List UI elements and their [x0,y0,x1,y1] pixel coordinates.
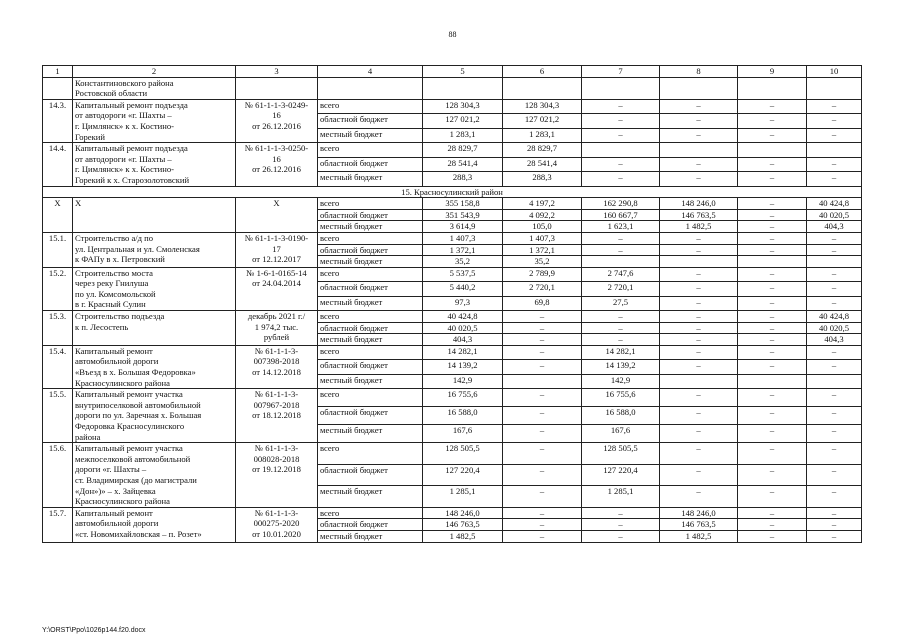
funding-source-label: областной бюджет [318,464,423,486]
amount-cell: 128 304,3 [503,99,582,113]
amount-cell [807,256,862,268]
amount-cell: 28 541,4 [423,157,503,171]
amount-cell: 1 623,1 [582,221,660,233]
row-document-cell: № 1-6-1-0165-14 от 24.04.2014 [236,267,318,310]
amount-cell: – [738,172,807,186]
amount-cell: 404,3 [423,334,503,346]
row-id-cell: 15.6. [43,443,73,508]
amount-cell: 28 829,7 [423,143,503,157]
funding-source-label: местный бюджет [318,530,423,542]
amount-cell: 167,6 [423,425,503,443]
amount-cell: – [807,389,862,407]
amount-cell: – [807,464,862,486]
amount-cell: – [738,267,807,281]
amount-cell [807,143,862,157]
funding-source-label: всего [318,345,423,359]
amount-cell: 97,3 [423,296,503,310]
amount-cell: – [503,519,582,531]
section-header-row [43,186,862,198]
amount-cell: 148 246,0 [660,507,738,519]
amount-cell [660,374,738,388]
amount-cell: – [582,334,660,346]
amount-cell: 288,3 [503,172,582,186]
amount-cell [503,374,582,388]
amount-cell: 128 304,3 [423,99,503,113]
amount-cell: – [660,311,738,323]
amount-cell: – [660,244,738,256]
amount-cell: – [660,99,738,113]
amount-cell: – [660,172,738,186]
amount-cell [582,143,660,157]
funding-source-label: всего [318,507,423,519]
amount-cell: 1 283,1 [503,128,582,142]
amount-cell [738,374,807,388]
amount-cell: – [503,311,582,323]
amount-cell: – [738,282,807,296]
amount-cell: 2 720,1 [582,282,660,296]
amount-cell: 1 407,3 [423,232,503,244]
amount-cell: 105,0 [503,221,582,233]
funding-source-label: местный бюджет [318,334,423,346]
amount-cell: – [582,99,660,113]
empty-cell [738,77,807,99]
table-row [43,143,862,157]
amount-cell: – [582,530,660,542]
amount-cell: 127 021,2 [503,114,582,128]
amount-cell: 351 543,9 [423,209,503,221]
amount-cell: – [807,519,862,531]
page-number: 88 [448,30,457,39]
amount-cell: – [582,114,660,128]
amount-cell: 35,2 [423,256,503,268]
empty-cell [236,77,318,99]
funding-source-label: областной бюджет [318,519,423,531]
amount-cell: – [660,407,738,425]
amount-cell: – [582,172,660,186]
amount-cell: 1 407,3 [503,232,582,244]
amount-cell: – [503,486,582,508]
amount-cell: 14 282,1 [582,345,660,359]
amount-cell: 2 747,6 [582,267,660,281]
amount-cell: 40 020,5 [807,209,862,221]
amount-cell: – [807,232,862,244]
row-name-cell: Капитальный ремонт автомобильной дороги «ст. Новомихайловская – п. Розет» [73,507,236,542]
amount-cell: 35,2 [503,256,582,268]
funding-source-label: местный бюджет [318,128,423,142]
amount-cell: – [807,507,862,519]
row-name-cell: Капитальный ремонт участка внутрипоселковой автомобильной дороги по ул. Заречная х. Большая Федоровка Красносулинского района [73,389,236,443]
amount-cell [660,256,738,268]
amount-cell: – [807,99,862,113]
funding-source-label: всего [318,389,423,407]
amount-cell: 5 440,2 [423,282,503,296]
amount-cell: – [660,486,738,508]
funding-source-label: местный бюджет [318,256,423,268]
amount-cell: 127 021,2 [423,114,503,128]
amount-cell: 355 158,8 [423,198,503,210]
row-id-cell: 14.4. [43,143,73,186]
row-document-cell: № 61-1-1-3-0250- 16 от 26.12.2016 [236,143,318,186]
amount-cell: 28 829,7 [503,143,582,157]
amount-cell: 69,8 [503,296,582,310]
amount-cell: – [738,198,807,210]
row-document-cell: № 61-1-1-3- 007967-2018 от 18.12.2018 [236,389,318,443]
amount-cell: – [738,530,807,542]
funding-source-label: местный бюджет [318,374,423,388]
amount-cell [738,143,807,157]
amount-cell: 1 372,1 [423,244,503,256]
amount-cell: 1 482,5 [660,221,738,233]
amount-cell: – [503,507,582,519]
amount-cell [807,374,862,388]
amount-cell: 40 424,8 [807,198,862,210]
funding-source-label: областной бюджет [318,114,423,128]
amount-cell: 40 424,8 [807,311,862,323]
amount-cell: – [660,345,738,359]
amount-cell: – [503,425,582,443]
amount-cell: 1 285,1 [582,486,660,508]
amount-cell: 16 588,0 [423,407,503,425]
amount-cell: 146 763,5 [660,519,738,531]
row-id-cell: 15.1. [43,232,73,267]
amount-cell: – [503,334,582,346]
amount-cell: – [738,99,807,113]
table-header-row [43,66,862,78]
amount-cell: 1 283,1 [423,128,503,142]
amount-cell: 404,3 [807,221,862,233]
empty-cell [423,77,503,99]
amount-cell: 148 246,0 [660,198,738,210]
table-row [43,389,862,407]
amount-cell: – [807,443,862,465]
funding-source-label: местный бюджет [318,486,423,508]
amount-cell: 5 537,5 [423,267,503,281]
funding-source-label: областной бюджет [318,322,423,334]
amount-cell: – [660,443,738,465]
column-header: 1 [43,66,73,78]
row-document-cell: № 61-1-1-3- 007398-2018 от 14.12.2018 [236,345,318,388]
amount-cell: – [807,530,862,542]
amount-cell: – [807,114,862,128]
amount-cell: – [582,507,660,519]
amount-cell: 27,5 [582,296,660,310]
amount-cell: – [582,128,660,142]
funding-source-label: областной бюджет [318,209,423,221]
amount-cell: – [738,389,807,407]
amount-cell: – [807,425,862,443]
amount-cell: – [582,519,660,531]
amount-cell: 288,3 [423,172,503,186]
amount-cell: 40 020,5 [423,322,503,334]
amount-cell: 128 505,5 [423,443,503,465]
table-row [43,77,862,99]
amount-cell: – [738,311,807,323]
funding-source-label: всего [318,99,423,113]
amount-cell: – [738,507,807,519]
amount-cell: – [807,345,862,359]
amount-cell: – [738,209,807,221]
amount-cell: – [738,221,807,233]
amount-cell: – [738,128,807,142]
amount-cell: 1 482,5 [423,530,503,542]
column-header: 3 [236,66,318,78]
amount-cell: 142,9 [423,374,503,388]
amount-cell: 16 755,6 [423,389,503,407]
funding-source-label: местный бюджет [318,172,423,186]
amount-cell [660,143,738,157]
amount-cell: 16 588,0 [582,407,660,425]
row-id-cell: 15.4. [43,345,73,388]
amount-cell: – [660,128,738,142]
amount-cell: – [582,322,660,334]
table-row [43,345,862,359]
amount-cell: – [738,425,807,443]
amount-cell: – [503,389,582,407]
column-header: 7 [582,66,660,78]
amount-cell: – [738,114,807,128]
row-id-cell: 14.3. [43,99,73,142]
amount-cell: 404,3 [807,334,862,346]
amount-cell: – [503,443,582,465]
table-row [43,198,862,210]
funding-source-label: всего [318,143,423,157]
amount-cell: – [582,157,660,171]
amount-cell: – [738,486,807,508]
amount-cell: 4 092,2 [503,209,582,221]
amount-cell: 40 424,8 [423,311,503,323]
funding-source-label: областной бюджет [318,282,423,296]
table-row [43,311,862,323]
row-id-cell: 15.3. [43,311,73,346]
row-id-cell: 15.2. [43,267,73,310]
amount-cell: 16 755,6 [582,389,660,407]
amount-cell: – [807,267,862,281]
amount-cell: – [660,282,738,296]
section-title: 15. Красносулинский район [43,186,862,198]
amount-cell [582,256,660,268]
amount-cell: – [807,128,862,142]
row-document-cell: Х [236,198,318,233]
row-name-cell: Капитальный ремонт участка межпоселковой автомобильной дороги «г. Шахты – ст. Владимирская (до магистрали «Дон»)» – х. Зайцевка Красносулинского района [73,443,236,508]
funding-source-label: областной бюджет [318,360,423,374]
amount-cell: – [660,157,738,171]
amount-cell: 1 482,5 [660,530,738,542]
amount-cell: – [807,282,862,296]
amount-cell: 14 139,2 [582,360,660,374]
amount-cell: – [503,464,582,486]
amount-cell: 146 763,5 [423,519,503,531]
empty-cell [660,77,738,99]
amount-cell: – [807,157,862,171]
amount-cell: – [738,464,807,486]
amount-cell: – [660,114,738,128]
table-row [43,507,862,519]
amount-cell: – [738,443,807,465]
amount-cell: 14 139,2 [423,360,503,374]
row-document-cell: № 61-1-1-3- 008028-2018 от 19.12.2018 [236,443,318,508]
amount-cell: 4 197,2 [503,198,582,210]
column-header: 6 [503,66,582,78]
amount-cell: 1 372,1 [503,244,582,256]
amount-cell: 148 246,0 [423,507,503,519]
amount-cell: – [660,232,738,244]
amount-cell: 127 220,4 [582,464,660,486]
row-id-cell: 15.5. [43,389,73,443]
amount-cell: – [503,345,582,359]
amount-cell: 14 282,1 [423,345,503,359]
amount-cell: 160 667,7 [582,209,660,221]
amount-cell: – [503,360,582,374]
table-row [43,267,862,281]
funding-source-label: всего [318,267,423,281]
amount-cell: – [807,360,862,374]
funding-source-label: всего [318,311,423,323]
amount-cell: – [738,157,807,171]
amount-cell: – [807,244,862,256]
funding-source-label: всего [318,443,423,465]
funding-source-label: областной бюджет [318,157,423,171]
table-row [43,443,862,465]
row-document-cell: № 61-1-1-3-0190- 17 от 12.12.2017 [236,232,318,267]
amount-cell: – [738,296,807,310]
row-id-cell [43,77,73,99]
funding-source-label: всего [318,198,423,210]
row-document-cell: № 61-1-1-3-0249- 16 от 26.12.2016 [236,99,318,142]
amount-cell: – [738,345,807,359]
row-name-cell: Х [73,198,236,233]
funding-source-label: местный бюджет [318,221,423,233]
amount-cell: – [582,311,660,323]
amount-cell: – [738,519,807,531]
amount-cell: 2 789,9 [503,267,582,281]
column-header: 10 [807,66,862,78]
amount-cell: – [582,232,660,244]
amount-cell: 40 020,5 [807,322,862,334]
funding-source-label: областной бюджет [318,244,423,256]
empty-cell [503,77,582,99]
amount-cell: 162 290,8 [582,198,660,210]
amount-cell: 3 614,9 [423,221,503,233]
row-document-cell: декабрь 2021 г./ 1 974,2 тыс. рублей [236,311,318,346]
amount-cell: – [503,530,582,542]
table-row [43,232,862,244]
funding-source-label: всего [318,232,423,244]
row-name-cell: Капитальный ремонт подъезда от автодороги «г. Шахты – г. Цимлянск» к х. Костино- Горекий к х. Старозолотовский [73,143,236,186]
amount-cell: – [738,244,807,256]
budget-table [42,65,861,543]
amount-cell: – [738,322,807,334]
empty-cell [582,77,660,99]
amount-cell: 2 720,1 [503,282,582,296]
amount-cell: – [660,334,738,346]
amount-cell: – [807,172,862,186]
amount-cell: – [660,322,738,334]
amount-cell: – [660,389,738,407]
amount-cell: – [660,360,738,374]
funding-source-label: областной бюджет [318,407,423,425]
amount-cell: – [660,296,738,310]
column-header: 5 [423,66,503,78]
row-id-cell: Х [43,198,73,233]
amount-cell: – [738,232,807,244]
amount-cell: – [738,407,807,425]
column-header: 9 [738,66,807,78]
amount-cell: – [660,267,738,281]
row-name-cell: Строительство моста через реку Гнилуша по ул. Комсомольской в г. Красный Сулин [73,267,236,310]
row-name-cell: Капитальный ремонт автомобильной дороги «Въезд в х. Большая Федоровка» Красносулинского района [73,345,236,388]
row-id-cell: 15.7. [43,507,73,542]
amount-cell: 142,9 [582,374,660,388]
amount-cell: – [503,322,582,334]
row-name-cell: Капитальный ремонт подъезда от автодороги «г. Шахты – г. Цимлянск» к х. Костино- Горекий [73,99,236,142]
empty-cell [807,77,862,99]
table-row [43,99,862,113]
amount-cell: – [807,407,862,425]
amount-cell: – [582,244,660,256]
empty-cell [318,77,423,99]
amount-cell: 167,6 [582,425,660,443]
amount-cell: – [807,296,862,310]
row-name-cell: Строительство а/д по ул. Центральная и ул. Смоленская к ФАПу в х. Петровский [73,232,236,267]
amount-cell [738,256,807,268]
funding-source-label: местный бюджет [318,425,423,443]
amount-cell: – [660,425,738,443]
amount-cell: 28 541,4 [503,157,582,171]
row-document-cell: № 61-1-1-3- 000275-2020 от 10.01.2020 [236,507,318,542]
amount-cell: 146 763,5 [660,209,738,221]
amount-cell: 127 220,4 [423,464,503,486]
column-header: 2 [73,66,236,78]
column-header: 4 [318,66,423,78]
amount-cell: 1 285,1 [423,486,503,508]
row-name-cell: Строительство подъезда к п. Лесостепь [73,311,236,346]
amount-cell: – [738,360,807,374]
amount-cell: – [807,486,862,508]
file-path-footer: Y:\ORST\Ppo\1026p144.f20.docx [42,627,146,634]
amount-cell: – [738,334,807,346]
amount-cell: – [503,407,582,425]
funding-source-label: местный бюджет [318,296,423,310]
amount-cell: – [660,464,738,486]
amount-cell: 128 505,5 [582,443,660,465]
row-name-cell: Константиновского района Ростовской области [73,77,236,99]
column-header: 8 [660,66,738,78]
